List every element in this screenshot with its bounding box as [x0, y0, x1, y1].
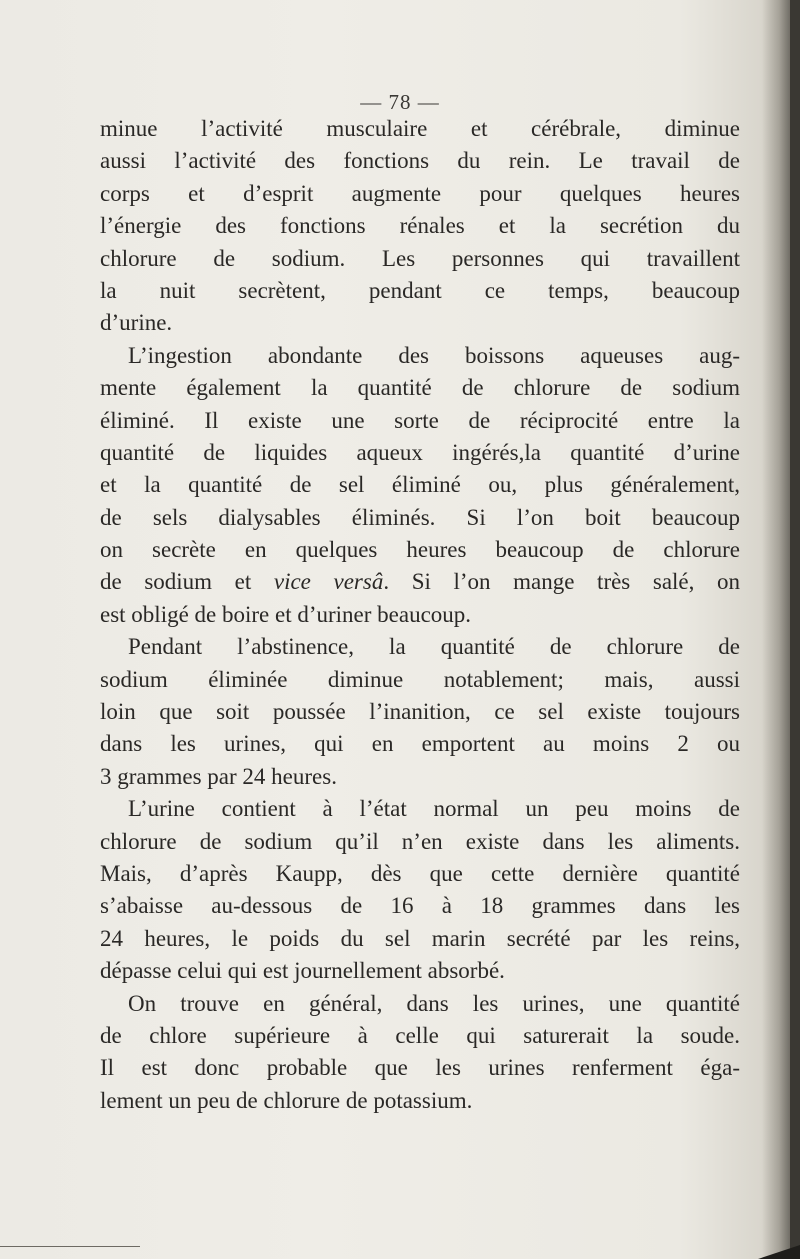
text-line: dans les urines, qui en emportent au moins 2 ou	[100, 731, 740, 757]
italic-phrase: vice versâ	[273, 569, 384, 595]
paragraph-start: L’ingestion abondante des boissons aqueuses aug-	[128, 342, 740, 368]
text-line: mente également la quantité de chlorure de sodium	[100, 375, 740, 401]
text-line: 3 grammes par 24 heures.	[100, 763, 337, 789]
text-line: aussi l’activité des fonctions du rein. Le travail de	[100, 148, 740, 174]
text-line: Il est donc probable que les urines renferment éga-	[100, 1055, 740, 1081]
text-line: éliminé. Il existe une sorte de réciprocité entre la	[100, 407, 740, 433]
text-line: sodium éliminée diminue notablement; mais, aussi	[100, 666, 740, 692]
footer-rule	[0, 1246, 140, 1247]
paragraph-start: Pendant l’abstinence, la quantité de chlorure de	[128, 634, 740, 660]
text-line: Mais, d’après Kaupp, dès que cette dernière quantité	[100, 860, 740, 886]
text-line: corps et d’esprit augmente pour quelques heures	[100, 180, 740, 206]
paragraph-start: L’urine contient à l’état normal un peu moins de	[128, 796, 740, 822]
text-line: de sels dialysables éliminés. Si l’on boit beaucoup	[100, 504, 740, 530]
body-text	[100, 113, 740, 1117]
text-line: loin que soit poussée l’inanition, ce sel existe toujours	[100, 699, 740, 725]
text-line: est obligé de boire et d’uriner beaucoup.	[100, 601, 472, 627]
text-line: d’urine.	[100, 310, 173, 336]
text-line: chlorure de sodium. Les personnes qui travaillent	[100, 245, 740, 271]
text-line: l’énergie des fonctions rénales et la secrétion du	[100, 213, 740, 239]
text-line: quantité de liquides aqueux ingérés,la quantité d’urine	[100, 439, 740, 465]
page-number: — 78 —	[360, 90, 440, 114]
text-line: minue l’activité musculaire et cérébrale, diminue	[100, 116, 740, 141]
text-line: s’abaisse au-dessous de 16 à 18 grammes dans les	[100, 893, 740, 919]
text-line: et la quantité de sel éliminé ou, plus généralement,	[100, 472, 740, 498]
paragraph-start: On trouve en général, dans les urines, une quantité	[128, 990, 740, 1016]
text-line: de chlore supérieure à celle qui saturerait la soude.	[100, 1022, 740, 1048]
text-line-with-italic	[100, 566, 740, 598]
text-line: dépasse celui qui est journellement absorbé.	[100, 958, 505, 984]
book-binding-edge	[790, 0, 800, 1259]
text-line: la nuit secrètent, pendant ce temps, beaucoup	[100, 277, 740, 303]
text-segment: . Si l’on mange très salé, on	[383, 569, 740, 595]
text-line: 24 heures, le poids du sel marin secrété par les reins,	[100, 925, 740, 951]
text-segment: de sodium et	[100, 569, 274, 595]
text-line: on secrète en quelques heures beaucoup de chlorure	[100, 537, 740, 563]
text-line: lement un peu de chlorure de potassium.	[100, 1087, 473, 1113]
text-line: chlorure de sodium qu’il n’en existe dans les aliments.	[100, 828, 740, 854]
